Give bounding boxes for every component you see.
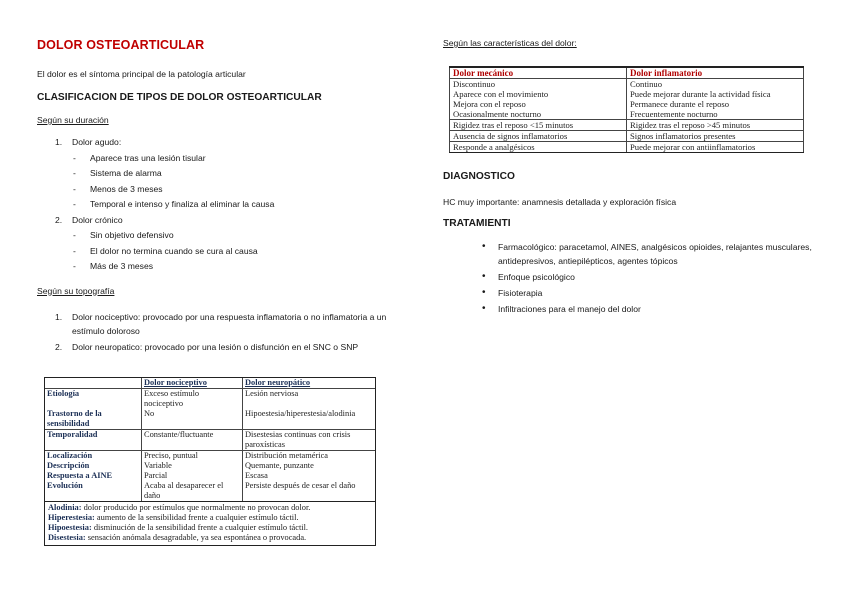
list-item: - Aparece tras una lesión tisular [37,151,417,167]
table-cell: Responde a analgésicos [450,142,627,153]
list-item: - Menos de 3 meses [37,182,417,198]
table-row [450,131,804,142]
topography-heading: Según su topografía [37,285,115,296]
table-row [450,109,804,120]
table-header-row [450,67,804,79]
table-cell: Escasa [245,471,268,480]
topography-list [37,310,417,354]
page-title: DOLOR OSTEOARTICULAR [37,38,205,52]
list-item: • Farmacológico: paracetamol, AINES, analgésicos opioides, relajantes musculares, antidepresivos, antiepilépticos, agentes tópicos [443,240,823,268]
footnote-text: disminución de la sensibilidad frente a cualquier estímulo táctil. [91,523,309,532]
table-row [45,409,375,430]
table-cell: Variable [142,461,243,471]
table-row [45,430,375,451]
footnote-term: Disestesia: [48,533,86,542]
table-row [45,481,375,501]
table-cell: Ocasionalmente nocturno [450,109,627,120]
table-cell: Constante/fluctuante [142,430,243,451]
table-row [450,142,804,153]
list-item-label: Dolor crónico [72,214,123,225]
sub-list [37,151,417,213]
table-row [450,79,804,90]
table-header-cell: Dolor mecánico [450,67,627,79]
list-item: - Temporal e intenso y finaliza al eliminar la causa [37,197,417,213]
list-number: 1. [55,311,63,322]
list-item-text: Dolor nociceptivo: provocado por una respuesta inflamatoria o no inflamatoria a un estímulo doloroso [72,311,387,336]
table-cell: Lesión nerviosa [245,389,299,398]
mechanical-inflammatory-table [449,66,804,153]
table-cell: Persiste después de cesar el daño [245,481,356,490]
footnote-term: Hipoestesia: [48,523,92,532]
intro-text: El dolor es el síntoma principal de la patología articular [37,69,246,79]
footnote [48,503,372,513]
table-cell: Disestesias continuas con crisis paroxísticas [243,430,376,451]
list-item-text: Dolor neuropatico: provocado por una lesión o disfunción en el SNC o SNP [72,341,359,352]
table-row-label: Etiología [47,389,80,398]
table-cell: Rigidez tras el reposo <15 minutos [450,120,627,131]
list-item [37,213,417,275]
table-row [45,389,375,410]
list-item: • Enfoque psicológico [443,270,823,284]
footnote-term: Hiperestesia: [48,513,95,522]
list-number: 2. [55,214,63,225]
table-cell: Distribución metamérica [245,451,329,460]
table-cell: Puede mejorar durante la actividad física [627,89,804,99]
table-cell: Exceso estímulo nociceptivo [142,389,243,410]
table-header-row [45,378,375,389]
list-item: • Fisioterapia [443,286,823,300]
table-row [45,451,375,462]
table-cell: Preciso, puntual [142,451,243,462]
table-cell: Puede mejorar con antiinflamatorios [627,142,804,153]
list-item: - Más de 3 meses [37,259,417,275]
nociceptive-neuropathic-table [45,378,375,501]
list-item [37,135,417,213]
table-header-cell: Dolor neuropático [243,378,376,389]
table-row [450,89,804,99]
footnote [48,523,372,533]
table-row [45,461,375,471]
right-column [443,38,823,318]
footnote [48,513,372,523]
pain-type-table [44,377,376,546]
treatment-heading: TRATAMIENTI [443,218,511,229]
diagnosis-text: HC muy importante: anamnesis detallada y exploración física [443,197,677,207]
table-cell: Continuo [627,79,804,90]
footnote [48,533,372,543]
classification-heading: CLASIFICACION DE TIPOS DE DOLOR OSTEOARTICULAR [37,92,322,103]
table-row-label: Temporalidad [45,430,142,451]
table-cell: Ausencia de signos inflamatorios [450,131,627,142]
treatment-list [443,240,823,316]
left-column [37,38,417,354]
footnote-text: sensación anómala desagradable, ya sea espontánea o provocada. [85,533,307,542]
footnote-term: Alodinia: [48,503,82,512]
duration-heading: Según su duración [37,115,109,125]
list-number: 2. [55,341,63,352]
table-cell: Discontinuo [450,79,627,90]
table-row-label: Trastorno de la sensibilidad [45,409,142,430]
table-cell: Permanece durante el reposo [627,99,804,109]
list-item: - Sistema de alarma [37,166,417,182]
table-row [450,99,804,109]
list-item [37,310,417,338]
table-header-cell: Dolor inflamatorio [627,67,804,79]
table-cell: Rigidez tras el reposo >45 minutos [627,120,804,131]
list-number: 1. [55,137,63,147]
table-cell: Aparece con el movimiento [450,89,627,99]
list-item-label: Dolor agudo: [72,137,122,147]
list-item: - Sin objetivo defensivo [37,228,417,244]
table-footnotes [45,501,375,545]
table-header-cell [45,378,142,389]
table-row-label: Evolución [47,481,83,490]
table-row-label: Localización [47,451,93,460]
table-row [450,120,804,131]
table-cell: Acaba al desaparecer el daño [142,481,243,501]
table-cell: Parcial [142,471,243,481]
table-cell: Frecuentemente nocturno [627,109,804,120]
table-row-label: Descripción [47,461,90,470]
list-item [37,340,417,354]
footnote-text: dolor producido por estímulos que normalmente no provocan dolor. [81,503,311,512]
characteristics-heading: Según las características del dolor: [443,38,577,48]
table-row-label: Respuesta a AINE [47,471,113,480]
list-item: - El dolor no termina cuando se cura al causa [37,244,417,260]
table-cell: Hipoestesia/hiperestesia/alodinia [243,409,376,430]
footnote-text: aumento de la sensibilidad frente a cualquier estímulo táctil. [94,513,299,522]
table-cell: Mejora con el reposo [450,99,627,109]
table-cell: Signos inflamatorios presentes [627,131,804,142]
table-header-cell: Dolor nociceptivo [142,378,243,389]
diagnosis-heading: DIAGNOSTICO [443,171,515,182]
table-cell: Quemante, punzante [245,461,314,470]
list-item: • Infiltraciones para el manejo del dolor [443,302,823,316]
sub-list [37,228,417,275]
table-cell: No [142,409,243,430]
duration-list [37,135,417,275]
table-row [45,471,375,481]
